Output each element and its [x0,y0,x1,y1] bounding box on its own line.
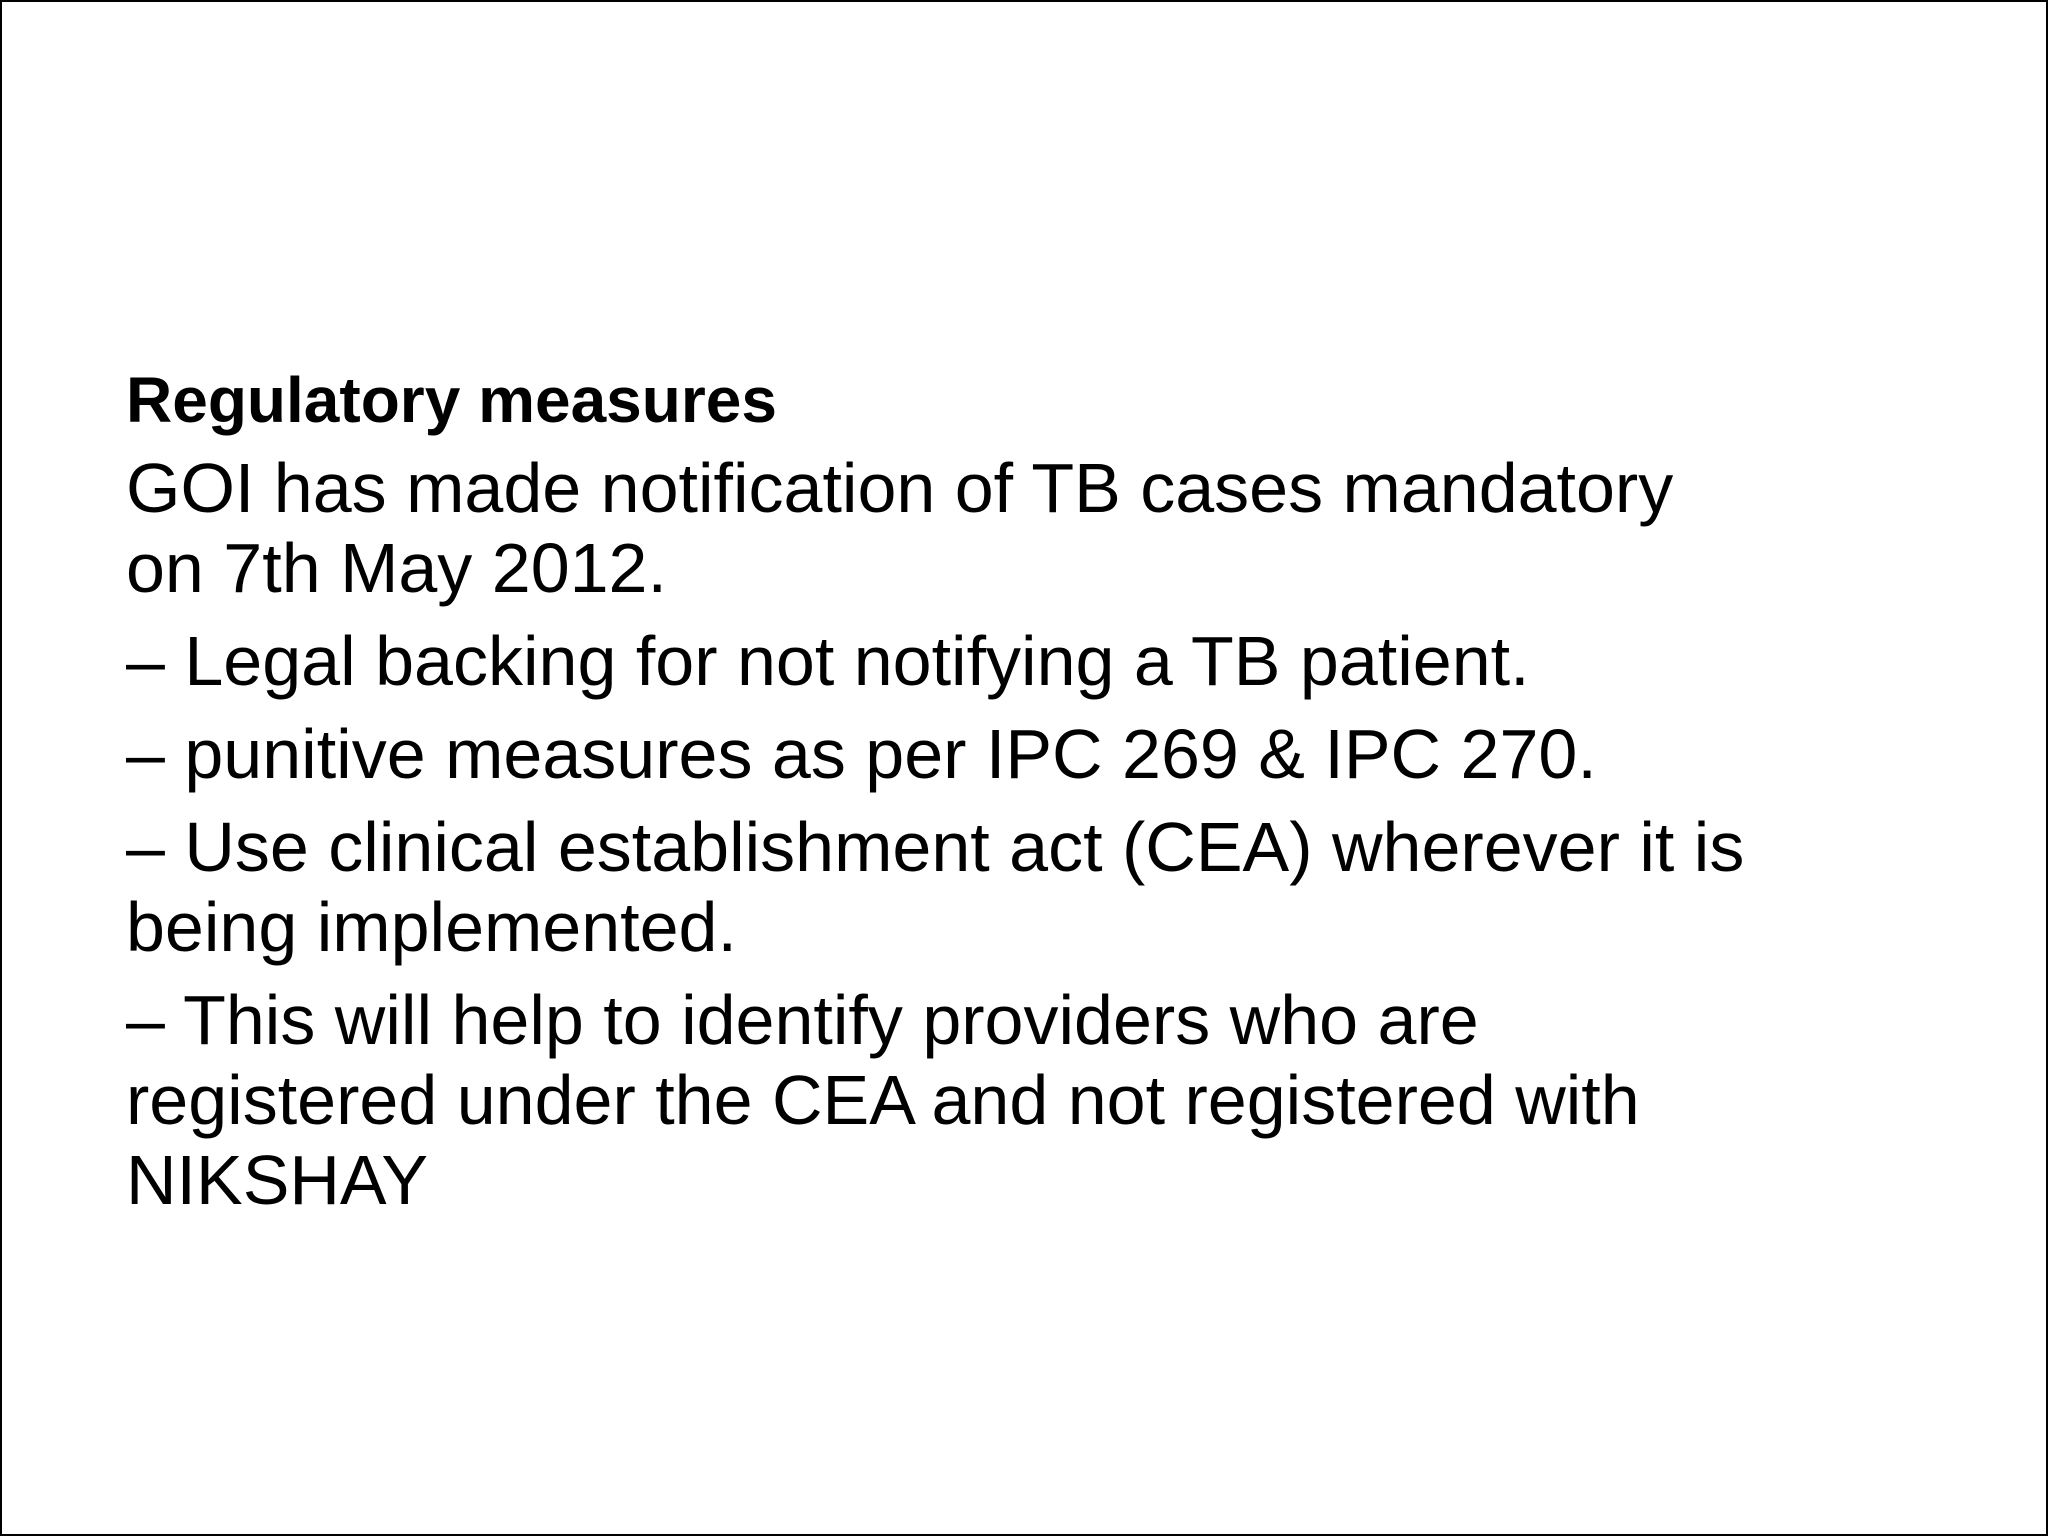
paragraph-line: – Use clinical establishment act (CEA) wherever it is [126,808,1745,886]
paragraph-legal-backing [126,621,1966,701]
paragraph-line: – This will help to identify providers who are [126,981,1479,1059]
paragraph-line: on 7th May 2012. [126,529,667,607]
paragraph-identify-providers [126,980,1966,1220]
paragraph-cea [126,807,1966,967]
paragraph-line: – punitive measures as per IPC 269 & IPC 270. [126,715,1597,793]
paragraph-line: – Legal backing for not notifying a TB patient. [126,622,1530,700]
paragraph-line: being implemented. [126,888,737,966]
paragraph-punitive-measures [126,714,1966,794]
paragraph-notification [126,448,1966,608]
slide-heading: Regulatory measures [126,364,777,436]
paragraph-line: NIKSHAY [126,1141,429,1219]
paragraph-line: GOI has made notification of TB cases mandatory [126,449,1674,527]
paragraph-line: registered under the CEA and not registered with [126,1061,1640,1139]
slide-content [126,360,1966,1233]
